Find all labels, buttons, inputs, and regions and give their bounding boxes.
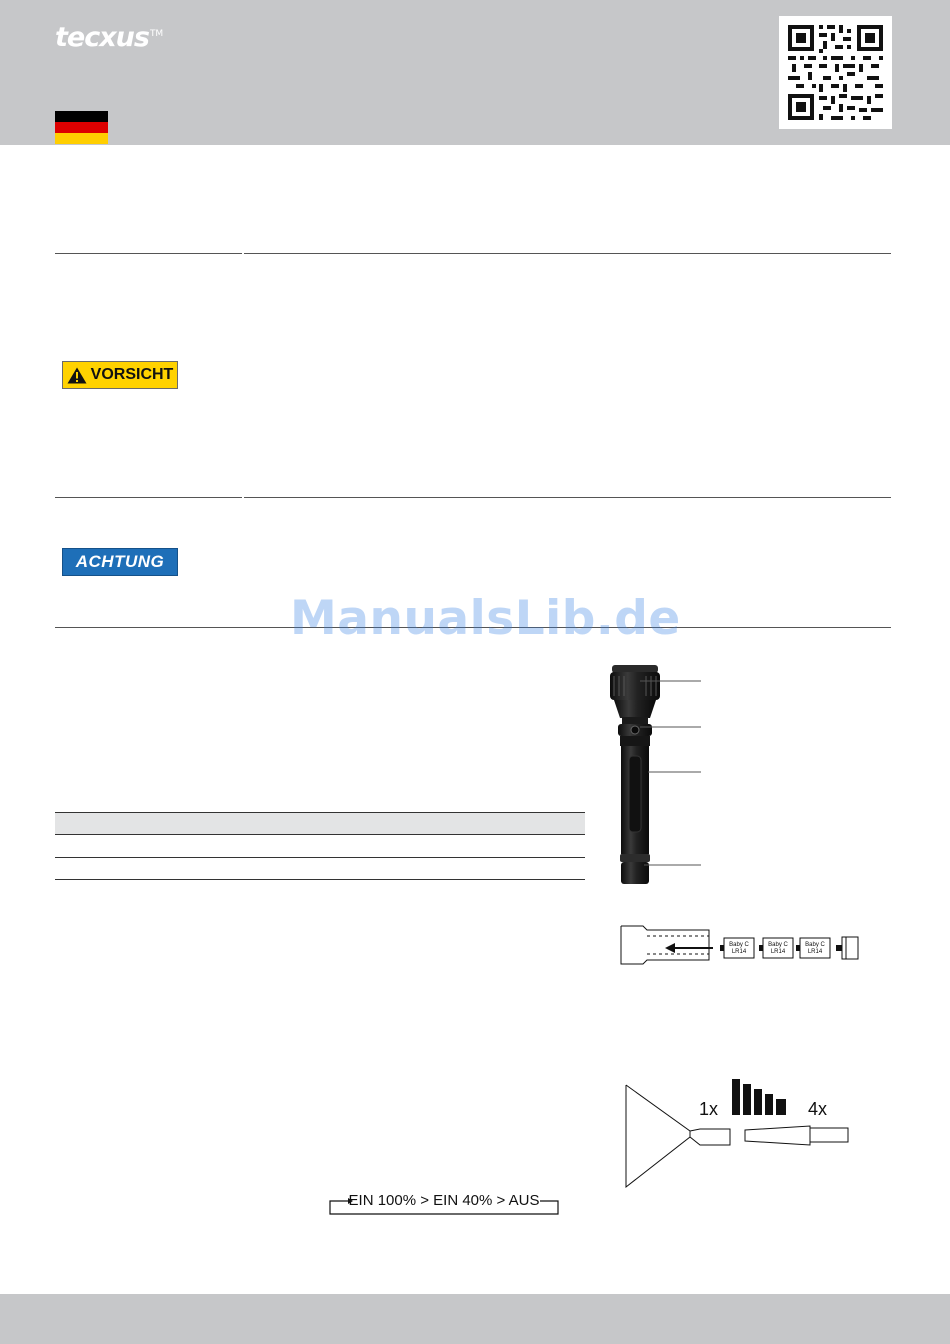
trademark-symbol: TM (149, 29, 164, 39)
caution-badge (62, 361, 178, 389)
qr-code-graphic (779, 16, 892, 129)
battery-insertion-diagram (617, 920, 867, 970)
battery-type-label: Baby C (805, 942, 825, 948)
attention-badge (62, 548, 178, 576)
flashlight-illustration (600, 660, 710, 890)
table-row-divider (55, 879, 585, 880)
caution-label: VORSICHT (90, 366, 174, 383)
table-header-row (55, 812, 585, 834)
light-beam-outline (626, 1085, 690, 1187)
flashlight-tube-outline (621, 926, 709, 964)
section-divider (55, 253, 891, 254)
quad-press-label: 4x (808, 1099, 828, 1119)
watermark-text: ManualsLib.de (290, 591, 681, 646)
flag-stripe-black (55, 111, 108, 122)
flashlight-body (610, 665, 660, 884)
brand-name: tecxus (55, 22, 149, 53)
section-divider (55, 497, 891, 498)
mode-cycle-text: EIN 100% > EIN 40% > AUS (348, 1192, 540, 1209)
qr-code-icon (779, 16, 892, 129)
battery-model-label: LR14 (807, 949, 823, 955)
mode-cycle-diagram (328, 1190, 560, 1218)
flag-stripe-red (55, 122, 108, 133)
battery-model-label: LR14 (770, 949, 786, 955)
table-row-divider (55, 834, 585, 835)
warning-triangle-icon (67, 367, 87, 384)
table-row-divider (55, 857, 585, 858)
signal-bars-icon (732, 1079, 786, 1115)
flag-stripe-gold (55, 133, 108, 144)
flashlight-tail-outline (745, 1126, 810, 1145)
page-footer (0, 1294, 950, 1344)
brand-logo (55, 22, 163, 53)
single-press-label: 1x (699, 1099, 719, 1119)
attention-label: ACHTUNG (75, 552, 165, 571)
battery-type-label: Baby C (768, 942, 788, 948)
battery-model-label: LR14 (731, 949, 747, 955)
german-flag-icon (55, 111, 108, 144)
battery-type-label: Baby C (729, 942, 749, 948)
flashlight-head-outline (690, 1129, 730, 1145)
switch-operation-diagram (620, 1075, 855, 1193)
